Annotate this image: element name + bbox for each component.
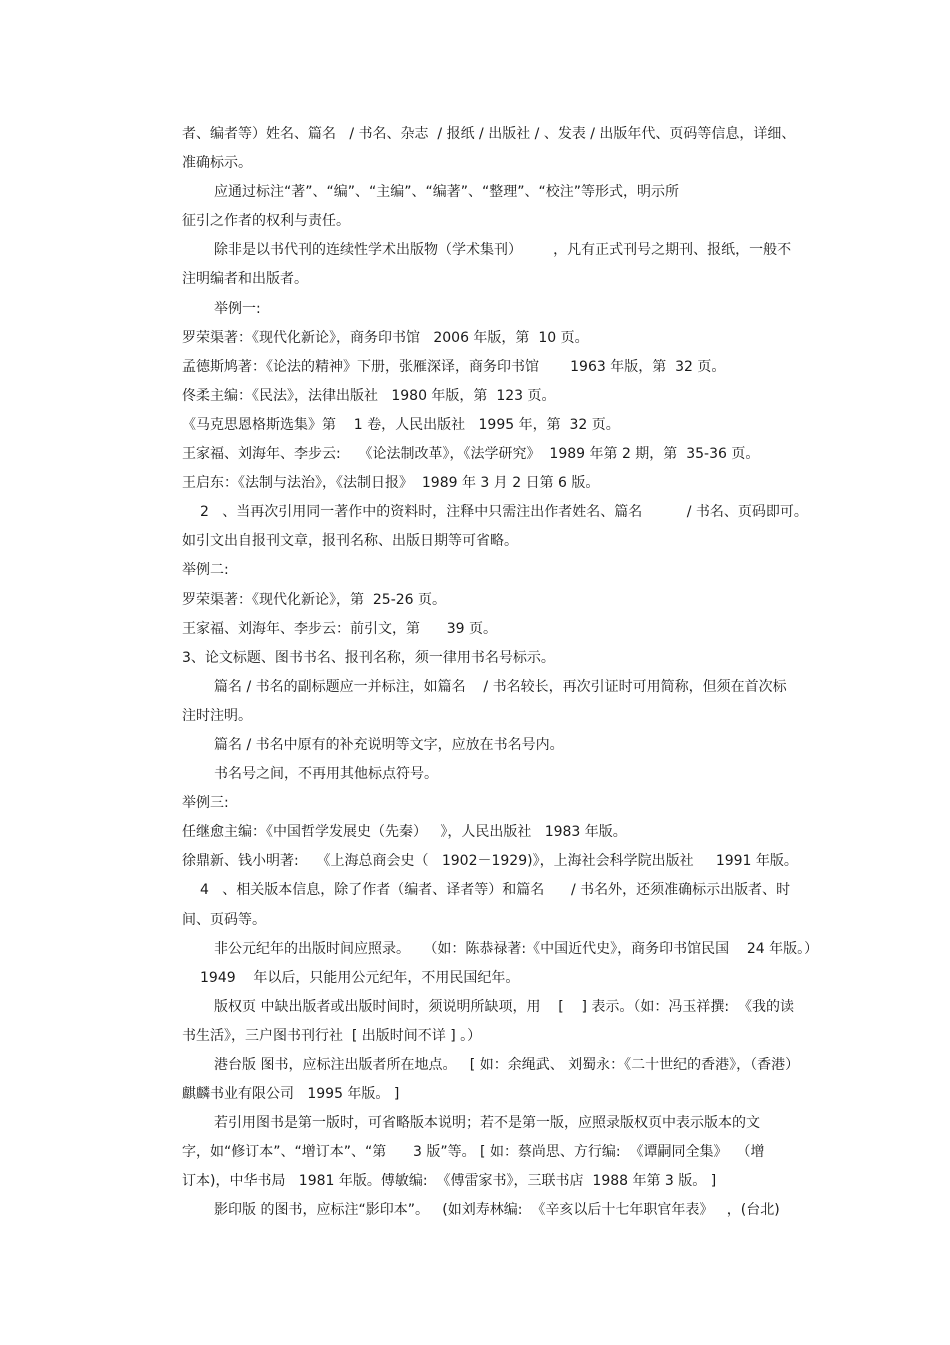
text-line: 书生活》，三户图书刊行社 [ 出版时间不详 ] 。）	[182, 1027, 482, 1044]
document-body	[182, 120, 872, 1226]
text-line: 者、编者等）姓名、篇名 / 书名、杂志 / 报纸 / 出版社 / 、发表 / 出版年代、页码等信息，详细、	[182, 126, 796, 142]
text-line: 王家福、刘海年、李步云: 《论法制改革》，《法学研究》 1989 年第 2 期，第 35-36 页。	[182, 446, 760, 463]
text-line: 篇名 / 书名中原有的补充说明等文字，应放在书名号内。	[214, 736, 564, 753]
text-line: 举例一:	[214, 300, 261, 317]
text-line: 应通过标注“著”、“编”、“主编”、“编著”、“整理”、“校注”等形式，明示所	[214, 184, 680, 201]
text-line: 订本)，中华书局 1981 年版。傅敏编: 《傅雷家书》，三联书店 1988 年第 3 版。 ]	[182, 1173, 717, 1190]
text-line: 3、论文标题、图书书名、报刊名称，须一律用书名号标示。	[182, 649, 555, 666]
text-line: 麒麟书业有限公司 1995 年版。 ]	[182, 1086, 400, 1103]
text-line: 孟德斯鸠著：《论法的精神》下册，张雁深译，商务印书馆 1963 年版，第 32 页。	[182, 358, 726, 375]
text-line: 间、页码等。	[182, 911, 266, 928]
text-line: 除非是以书代刊的连续性学术出版物（学术集刊） ，凡有正式刊号之期刊、报纸，一般不	[214, 242, 792, 259]
text-line: 书名号之间，不再用其他标点符号。	[214, 766, 438, 783]
text-line: 版权页 中缺出版者或出版时间时，须说明所缺项，用 [ ] 表示。（如：冯玉祥撰: 《我的读	[214, 998, 795, 1015]
text-line: 如引文出自报刊文章，报刊名称、出版日期等可省略。	[182, 533, 518, 550]
text-line: 若引用图书是第一版时，可省略版本说明；若不是第一版，应照录版权页中表示版本的文	[214, 1115, 760, 1132]
text-line: 4 、相关版本信息，除了作者（编者、译者等）和篇名 / 书名外，还须准确标示出版者、时	[200, 882, 791, 899]
text-line: 2 、当再次引用同一著作中的资料时，注释中只需注出作者姓名、篇名 / 书名、页码即可。	[200, 504, 808, 521]
text-line: 非公元纪年的出版时间应照录。 （如：陈恭禄著:《中国近代史》，商务印书馆民国 24 年版。）	[214, 940, 819, 957]
text-line: 注时注明。	[182, 707, 252, 724]
text-line: 篇名 / 书名的副标题应一并标注，如篇名 / 书名较长，再次引证时可用简称，但须在首次标	[214, 678, 787, 695]
text-line: 准确标示。	[182, 155, 252, 172]
text-line: 徐鼎新、钱小明著: 《上海总商会史（ 1902－1929)》，上海社会科学院出版社 1991 年版。	[182, 853, 798, 870]
text-line: 字，如“修订本”、“增订本”、“第 3 版”等。 [ 如：蔡尚思、方行编: 《谭嗣同全集》 （增	[182, 1144, 765, 1161]
text-line: 罗荣渠著：《现代化新论》，第 25-26 页。	[182, 591, 447, 608]
text-line: 举例三:	[182, 795, 229, 812]
text-line: 王家福、刘海年、李步云：前引文，第 39 页。	[182, 620, 497, 637]
text-line: 举例二:	[182, 562, 229, 579]
text-line: 罗荣渠著：《现代化新论》，商务印书馆 2006 年版，第 10 页。	[182, 329, 589, 346]
text-line: 王启东：《法制与法治》，《法制日报》 1989 年 3 月 2 日第 6 版。	[182, 475, 600, 492]
text-line: 《马克思恩格斯选集》第 1 卷，人民出版社 1995 年，第 32 页。	[182, 416, 620, 433]
text-line: 注明编者和出版者。	[182, 271, 308, 288]
text-line: 征引之作者的权利与责任。	[182, 213, 350, 230]
text-line: 佟柔主编：《民法》，法律出版社 1980 年版，第 123 页。	[182, 387, 556, 404]
text-line: 1949 年以后，只能用公元纪年，不用民国纪年。	[200, 969, 520, 986]
text-line: 港台版 图书，应标注出版者所在地点。 [ 如：余绳武、 刘蜀永：《二十世纪的香港》，（香港）	[214, 1057, 800, 1073]
text-line: 影印版 的图书，应标注“影印本”。 (如刘寿林编: 《辛亥以后十七年职官年表》 ，(台北)	[214, 1202, 780, 1219]
text-line: 任继愈主编：《中国哲学发展史（先秦） 》，人民出版社 1983 年版。	[182, 824, 627, 841]
